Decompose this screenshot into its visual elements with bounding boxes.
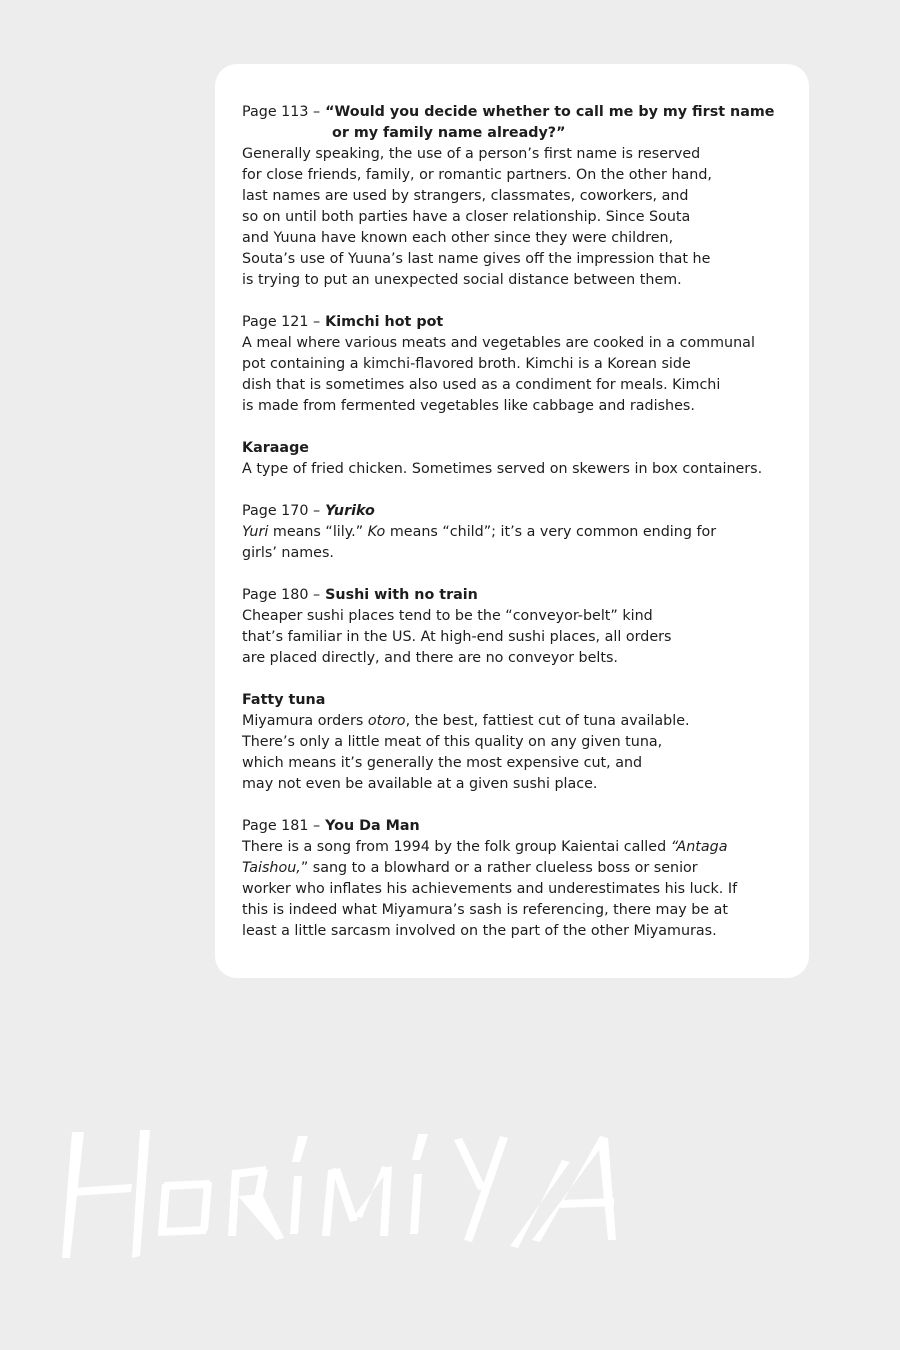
note-title-line-2: or my family name already?” <box>332 125 566 141</box>
note-body-line: A meal where various meats and vegetables are cooked in a communal <box>242 335 755 351</box>
note-heading <box>242 501 789 522</box>
note-body-line: are placed directly, and there are no conveyor belts. <box>242 650 618 666</box>
note-body-line: A type of fried chicken. Sometimes served on skewers in box containers. <box>242 461 763 477</box>
note-body-line: girls’ names. <box>242 545 334 561</box>
note-page-number: Page 113 – <box>242 104 321 120</box>
note-page-number: Page 121 – <box>242 314 321 330</box>
note-body-text: There is a song from 1994 by the folk group Kaientai called <box>242 839 671 855</box>
note-body-line: and Yuuna have known each other since they were children, <box>242 230 674 246</box>
note-page-number: Page 180 – <box>242 587 321 603</box>
note-body-line <box>242 858 789 879</box>
note-title: Kimchi hot pot <box>325 314 444 330</box>
note-body-term: Taishou, <box>242 860 301 876</box>
note-title-line-1: “Would you decide whether to call me by my first name <box>325 104 775 120</box>
note-body-line: is trying to put an unexpected social distance between them. <box>242 272 682 288</box>
note-heading <box>242 585 789 606</box>
horimiya-logo <box>62 1130 642 1265</box>
note-body-line: may not even be available at a given sushi place. <box>242 776 598 792</box>
note-page-113 <box>242 102 789 291</box>
note-heading <box>242 312 789 333</box>
note-body-line: this is indeed what Miyamura’s sash is referencing, there may be at <box>242 902 729 918</box>
note-body-text: Miyamura orders <box>242 713 368 729</box>
note-body-line <box>242 837 789 858</box>
note-title: Fatty tuna <box>242 692 326 708</box>
translation-notes-card <box>215 64 809 978</box>
note-body-line: least a little sarcasm involved on the part of the other Miyamuras. <box>242 923 717 939</box>
note-title: Karaage <box>242 440 310 456</box>
note-title: Sushi with no train <box>325 587 478 603</box>
note-body-line: that’s familiar in the US. At high-end sushi places, all orders <box>242 629 672 645</box>
note-page-number: Page 170 – <box>242 503 321 519</box>
note-body-term: Yuri <box>242 524 269 540</box>
note-body-text: means “lily.” <box>268 524 368 540</box>
note-karaage <box>242 438 789 480</box>
note-body-line <box>242 711 789 732</box>
note-body-term: Ko <box>367 524 386 540</box>
note-body-text: means “child”; it’s a very common ending for <box>385 524 717 540</box>
note-body-line: so on until both parties have a closer relationship. Since Souta <box>242 209 691 225</box>
note-page-121 <box>242 312 789 417</box>
note-body-line: which means it’s generally the most expensive cut, and <box>242 755 643 771</box>
note-body-line: pot containing a kimchi-flavored broth. Kimchi is a Korean side <box>242 356 691 372</box>
note-body-line: There’s only a little meat of this quality on any given tuna, <box>242 734 663 750</box>
note-body-term: “Antaga <box>670 839 728 855</box>
note-body-line: last names are used by strangers, classmates, coworkers, and <box>242 188 689 204</box>
note-body-line: Cheaper sushi places tend to be the “conveyor-belt” kind <box>242 608 653 624</box>
note-body-line: worker who inflates his achievements and underestimates his luck. If <box>242 881 738 897</box>
note-body-text: , the best, fattiest cut of tuna available. <box>405 713 690 729</box>
note-page-181 <box>242 816 789 942</box>
note-body-line: for close friends, family, or romantic partners. On the other hand, <box>242 167 712 183</box>
note-body-text: ” sang to a blowhard or a rather clueless boss or senior <box>300 860 698 876</box>
note-heading <box>242 816 789 837</box>
note-body-line: Generally speaking, the use of a person’s first name is reserved <box>242 146 701 162</box>
note-body-line: dish that is sometimes also used as a condiment for meals. Kimchi <box>242 377 721 393</box>
note-page-180 <box>242 585 789 669</box>
note-heading <box>242 102 789 123</box>
note-body-line: is made from fermented vegetables like cabbage and radishes. <box>242 398 695 414</box>
note-body-term: otoro <box>367 713 406 729</box>
note-page-number: Page 181 – <box>242 818 321 834</box>
note-title: You Da Man <box>325 818 420 834</box>
note-title: Yuriko <box>325 503 375 519</box>
logo-strokes <box>62 1130 616 1258</box>
note-body-line <box>242 522 789 543</box>
note-page-170 <box>242 501 789 564</box>
note-body-line: Souta’s use of Yuuna’s last name gives off the impression that he <box>242 251 711 267</box>
note-fatty-tuna <box>242 690 789 795</box>
